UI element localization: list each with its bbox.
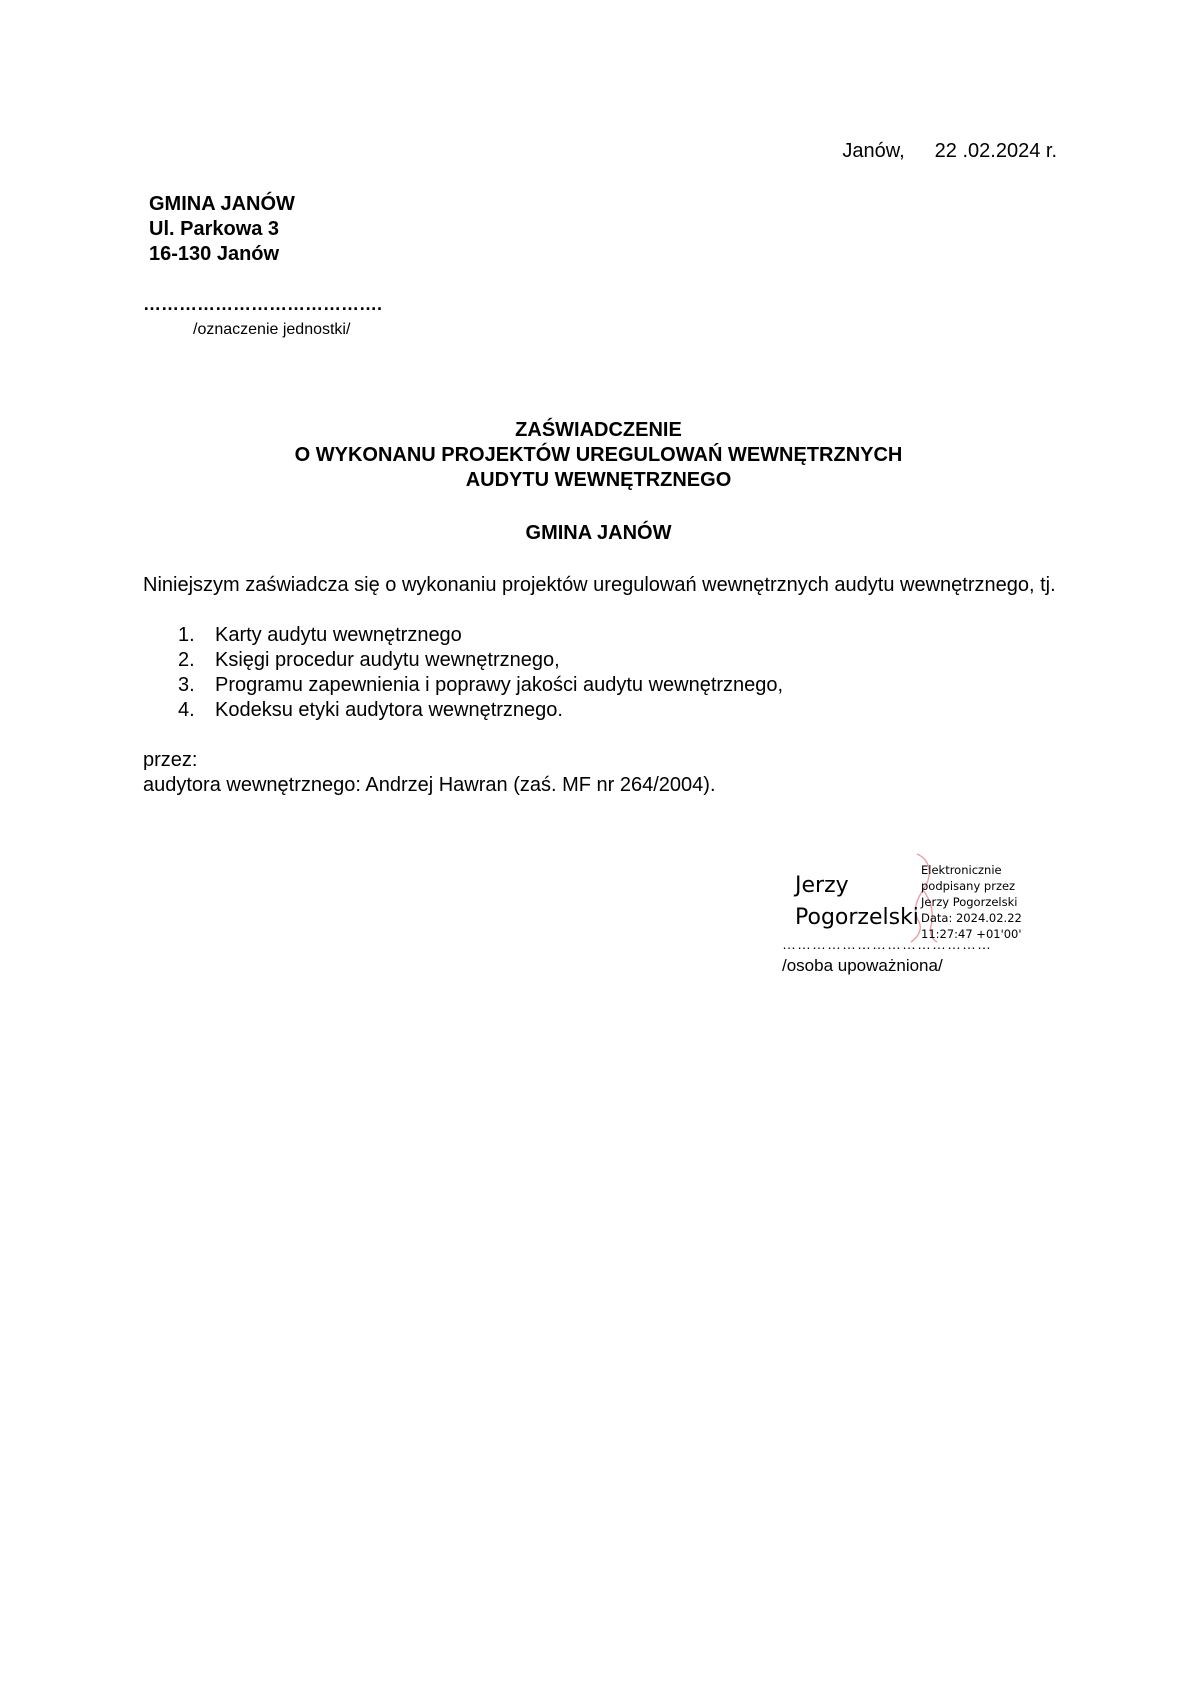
list-item-number: 4.	[178, 699, 195, 721]
list-item-number: 1.	[178, 624, 195, 646]
title-line-3: AUDYTU WEWNĘTRZNEGO	[465, 469, 732, 491]
list-item-number: 2.	[178, 649, 195, 671]
signer-last-name: Pogorzelski	[795, 905, 919, 930]
unit-dotted-line: ………………………………….	[143, 294, 383, 314]
signature-caption: /osoba upoważniona/	[782, 956, 943, 975]
signature-metadata	[921, 862, 1022, 942]
document-date	[0, 140, 1057, 163]
list-item-text: Kodeksu etyki audytora wewnętrznego.	[215, 699, 563, 721]
unit-address	[149, 192, 295, 267]
unit-street: Ul. Parkowa 3	[149, 218, 280, 240]
list-item-text: Programu zapewnienia i poprawy jakości audytu wewnętrznego,	[215, 674, 784, 696]
title-line-2: O WYKONANU PROJEKTÓW UREGULOWAŃ WEWNĘTRZNYCH	[294, 444, 903, 466]
regulations-list	[143, 623, 1057, 723]
signature-meta-line: podpisany przez	[921, 879, 1016, 893]
title-line-1: ZAŚWIADCZENIE	[515, 419, 682, 441]
date-value: 22 .02.2024 r.	[934, 140, 1057, 162]
by-label: przez:	[143, 749, 198, 771]
signature-meta-line: 11:27:47 +01'00'	[921, 927, 1022, 941]
signature-meta-line: Jerzy Pogorzelski	[921, 895, 1018, 909]
list-item-number: 3.	[178, 674, 195, 696]
unit-city: 16-130 Janów	[149, 243, 280, 265]
document-subtitle: GMINA JANÓW	[525, 522, 672, 544]
signature-meta-line: Data: 2024.02.22	[921, 911, 1022, 925]
list-item	[143, 673, 1057, 698]
list-item-text: Księgi procedur audytu wewnętrznego,	[215, 649, 560, 671]
signer-name	[795, 870, 919, 934]
signer-first-name: Jerzy	[795, 873, 849, 898]
unit-caption: /oznaczenie jednostki/	[193, 321, 351, 338]
list-item	[143, 698, 1057, 723]
signature-dotted-line: ……………………………………	[782, 936, 992, 952]
auditor-line: audytora wewnętrznego: Andrzej Hawran (zaś. MF nr 264/2004).	[143, 774, 716, 796]
list-item	[143, 648, 1057, 673]
document-title	[0, 418, 1190, 493]
intro-paragraph: Niniejszym zaświadcza się o wykonaniu projektów uregulowań wewnętrznych audytu wewnętrznego, tj.	[143, 574, 1056, 596]
date-place: Janów,	[842, 140, 905, 162]
unit-name: GMINA JANÓW	[149, 193, 295, 215]
list-item-text: Karty audytu wewnętrznego	[215, 624, 462, 646]
list-item	[143, 623, 1057, 648]
signature-meta-line: Elektronicznie	[921, 863, 1002, 877]
